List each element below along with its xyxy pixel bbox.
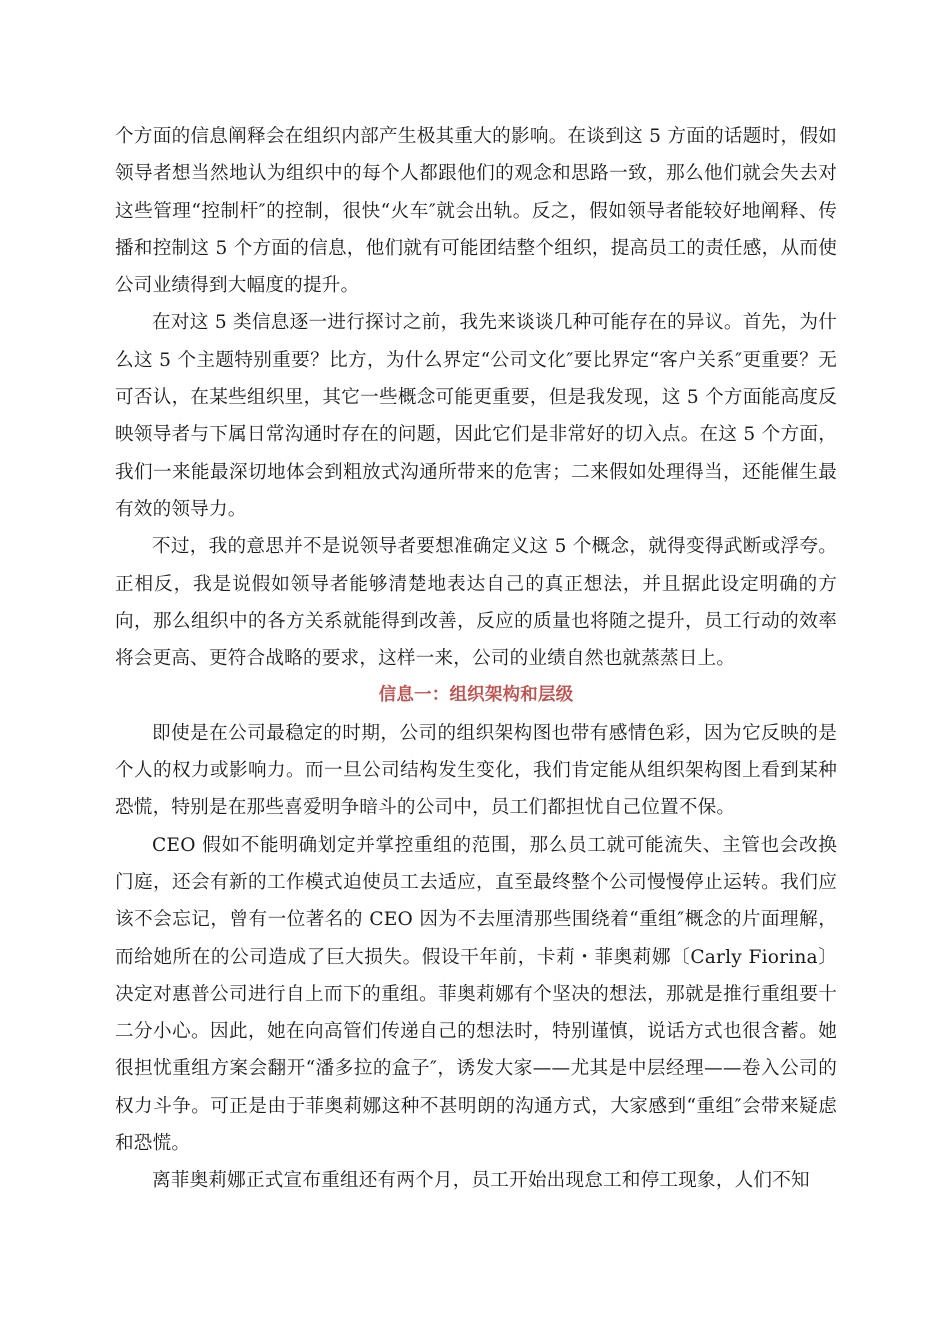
paragraph: 离菲奥莉娜正式宣布重组还有两个月，员工开始出现怠工和停工现象，人们不知 (152, 1170, 810, 1192)
paragraph: 在对这 5 类信息逐一进行探讨之前，我先来谈谈几种可能存在的异议。首先，为什么这 5 个主题特别重要？比方，为什么界定“公司文化″要比界定“客户关系″更重要？无可否认，在某些组织里，其它一些概念可能更重要，但是我发现，这 5 个方面能高度反映领导者与下属日常沟通时存在的问题，因此它们是非常好的切入点。在这 5 个方面，我们一来能最深切地体会到粗放式沟通所带来的危害；二来假如处理得当，还能催生最有效的领导力。 (115, 312, 837, 520)
document-body (115, 118, 837, 1200)
paragraph: 个方面的信息阐释会在组织内部产生极其重大的影响。在谈到这 5 方面的话题时，假如领导者想当然地认为组织中的每个人都跟他们的观念和思路一致，那么他们就会失去对这些管理“控制杆″的控制，很快“火车″就会出轨。反之，假如领导者能较好地阐释、传播和控制这 5 个方面的信息，他们就有可能团结整个组织，提高员工的责任感，从而使公司业绩得到大幅度的提升。 (115, 126, 837, 297)
paragraph: 不过，我的意思并不是说领导者要想准确定义这 5 个概念，就得变得武断或浮夸。正相反，我是说假如领导者能够清楚地表达自己的真正想法，并且据此设定明确的方向，那么组织中的各方关系就能得到改善，反应的质量也将随之提升，员工行动的效率将会更高、更符合战略的要求，这样一来，公司的业绩自然也就蒸蒸日上。 (115, 536, 837, 670)
section-heading: 信息一：组织架构和层级 (378, 685, 574, 706)
paragraph: 即使是在公司最稳定的时期，公司的组织架构图也带有感情色彩，因为它反映的是个人的权力或影响力。而一旦公司结构发生变化，我们肯定能从组织架构图上看到某种恐慌，特别是在那些喜爱明争暗斗的公司中，员工们都担忧自己位置不保。 (115, 722, 837, 819)
paragraph: CEO 假如不能明确划定并掌控重组的范围，那么员工就可能流失、主管也会改换门庭，还会有新的工作模式迫使员工去适应，直至最终整个公司慢慢停止运转。我们应该不会忘记，曾有一位著名的 CEO 因为不去厘清那些围绕着“重组″概念的片面理解，而给她所在的公司造成了巨大损失。假设干年前，卡莉・菲奥莉娜〔Carly Fiorina〕决定对惠普公司进行自上而下的重组。菲奥莉娜有个坚决的想法，那就是推行重组要十二分小心。因此，她在向高管们传递自己的想法时，特别谨慎，说话方式也很含蓄。她很担忧重组方案会翻开“潘多拉的盒子″，诱发大家——尤其是中层经理——卷入公司的权力斗争。可正是由于菲奥莉娜这种不甚明朗的沟通方式，大家感到“重组″会带来疑虑和恐慌。 (115, 834, 837, 1155)
